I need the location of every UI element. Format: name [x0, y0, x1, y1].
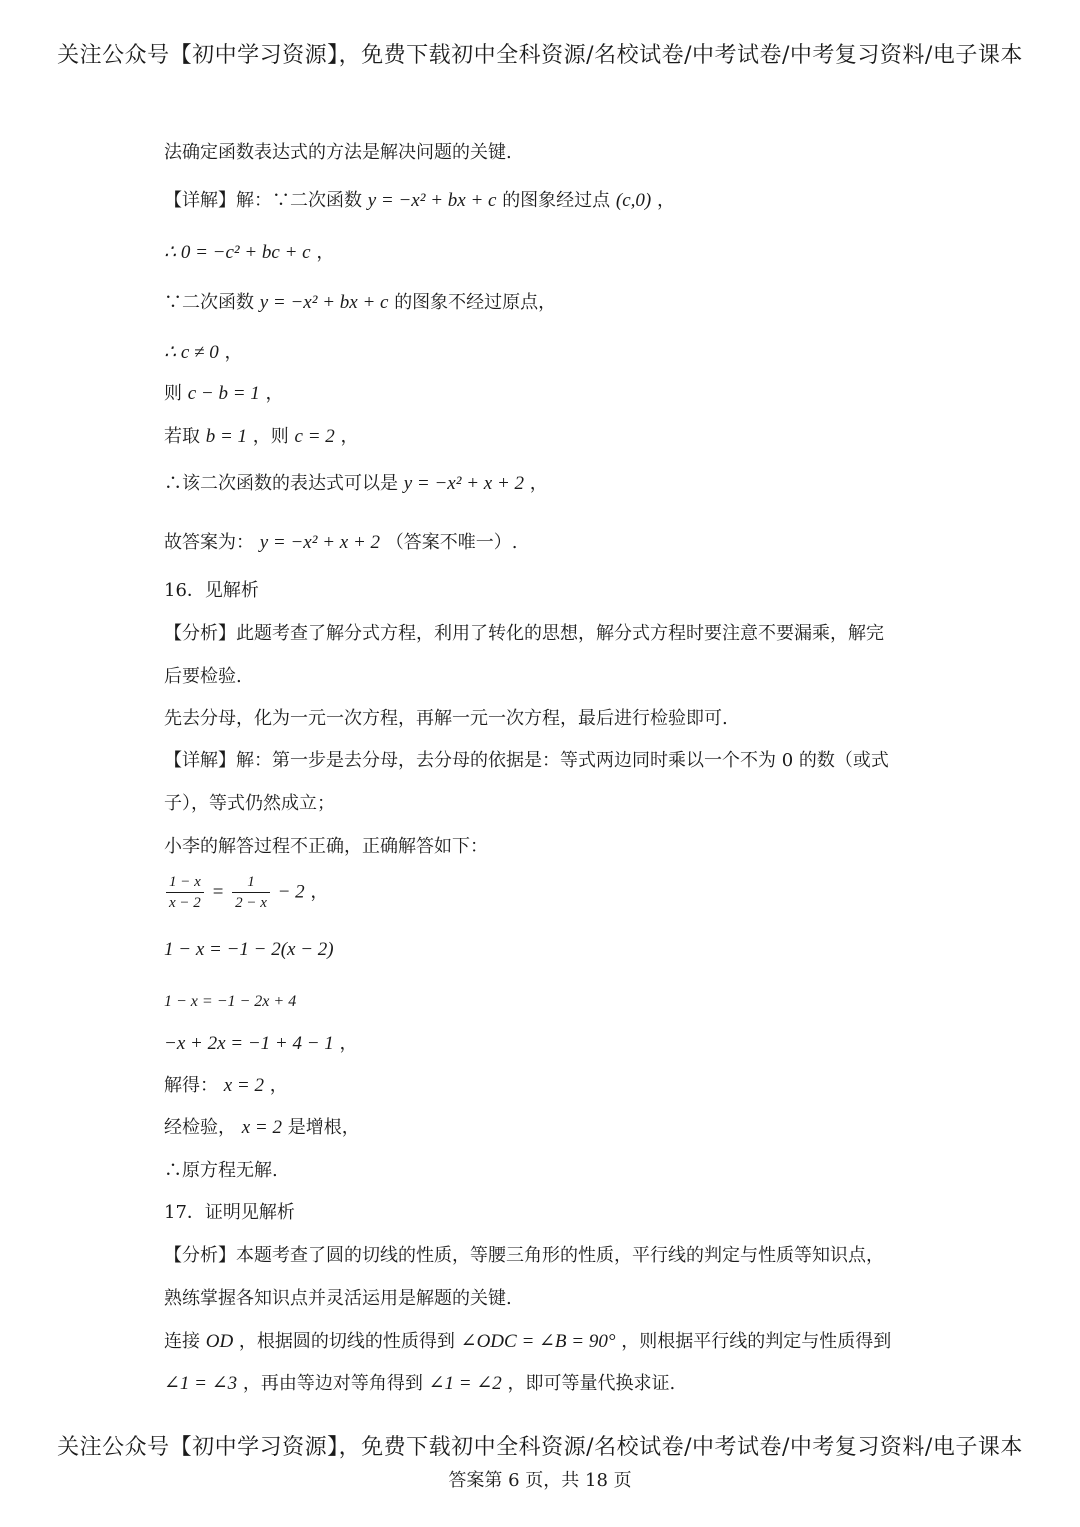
text-line: 子），等式仍然成立； [164, 793, 335, 814]
text-line: 【分析】本题考查了圆的切线的性质，等腰三角形的性质，平行线的判定与性质等知识点， [164, 1245, 884, 1266]
label: ， [310, 881, 329, 903]
text-line [164, 1115, 360, 1141]
fraction-equation [164, 872, 328, 913]
label: ， [657, 190, 675, 211]
formula: y = −x² + bx + c [367, 190, 497, 211]
formula: (c,0) [615, 190, 652, 211]
text-line [164, 1031, 358, 1057]
label: 解得： [164, 1075, 218, 1096]
label: ， [340, 426, 359, 447]
text-line: 小李的解答过程不正确，正确解答如下： [164, 836, 488, 857]
label: 故答案为： [164, 532, 254, 553]
label: ，则根据平行线的判定与性质得到 [621, 1331, 892, 1352]
label: ∵二次函数 [164, 292, 254, 313]
formula: y = −x² + x + 2 [259, 532, 381, 553]
formula: b = 1 [205, 426, 248, 447]
text-line [164, 340, 242, 366]
formula: y = −x² + x + 2 [403, 473, 525, 494]
text-line: 先去分母，化为一元一次方程，再解一元一次方程，最后进行检验即可. [164, 708, 728, 729]
fraction [232, 872, 270, 913]
label: ， [224, 342, 243, 363]
formula: x = 2 [223, 1075, 264, 1096]
label: 若取 [164, 426, 200, 447]
text-line [164, 381, 284, 407]
formula: x = 2 [241, 1117, 282, 1138]
text-line: 【详解】解：第一步是去分母，去分母的依据是：等式两边同时乘以一个不为 0 的数（或式 [164, 750, 889, 771]
label: （答案不唯一）. [385, 532, 518, 553]
text-line [164, 937, 334, 963]
label: ，则 [252, 426, 289, 447]
text-line: 【分析】此题考查了解分式方程，利用了转化的思想，解分式方程时要注意不要漏乘，解完 [164, 623, 884, 644]
formula: ∠1 = ∠3 [164, 1373, 238, 1394]
formula: c = 2 [294, 426, 335, 447]
formula: ∠ODC = ∠B = 90° [460, 1331, 616, 1352]
text-line [164, 424, 359, 450]
equals-sign: = [211, 881, 225, 903]
numerator: 1 − x [166, 872, 204, 893]
label: 经检验， [164, 1117, 236, 1138]
text-line [164, 188, 675, 214]
formula: ∴ 0 = −c² + bc + c [164, 242, 311, 263]
label: ，即可等量代换求证. [507, 1373, 676, 1394]
text-line [164, 1073, 288, 1099]
text-line: ∴原方程无解. [164, 1160, 278, 1181]
label: 的图象不经过原点， [394, 292, 557, 313]
label: 【详解】解：∵二次函数 [164, 190, 362, 211]
text-line [164, 290, 556, 316]
text-line: 后要检验. [164, 666, 242, 687]
page-number: 答案第 6 页，共 18 页 [448, 1470, 632, 1491]
label: ，再由等边对等角得到 [242, 1373, 423, 1394]
label: 连接 [164, 1331, 200, 1352]
formula: ∴ c ≠ 0 [164, 342, 219, 363]
fraction [166, 872, 204, 913]
text-line [164, 988, 296, 1015]
text-line [164, 240, 334, 266]
label: ， [339, 1033, 358, 1054]
label: ，根据圆的切线的性质得到 [238, 1331, 455, 1352]
formula: y = −x² + bx + c [259, 292, 389, 313]
footer-banner: 关注公众号【初中学习资源】，免费下载初中全科资源/名校试卷/中考试卷/中考复习资料/电子课本 [57, 1435, 1023, 1460]
label: 则 [164, 383, 182, 404]
text-line: 熟练掌握各知识点并灵活运用是解题的关键. [164, 1288, 512, 1309]
text-line [164, 530, 517, 556]
label: ， [269, 1075, 288, 1096]
denominator: x − 2 [169, 895, 201, 911]
label: 的图象经过点 [502, 190, 611, 211]
label: ∴该二次函数的表达式可以是 [164, 473, 398, 494]
text-line: 17．证明见解析 [164, 1202, 295, 1223]
label: 是增根， [287, 1117, 360, 1138]
text-line [164, 471, 548, 497]
label: ， [265, 383, 284, 404]
formula: 1 − x = −1 − 2(x − 2) [164, 939, 334, 960]
text-line [164, 1371, 675, 1397]
formula: −x + 2x = −1 + 4 − 1 [164, 1033, 334, 1054]
numerator: 1 [232, 872, 270, 893]
text-line: 16．见解析 [164, 580, 259, 601]
label: ， [529, 473, 548, 494]
text-line [164, 1329, 891, 1355]
formula: ∠1 = ∠2 [428, 1373, 502, 1394]
formula: c − b = 1 [187, 383, 260, 404]
text-line: 法确定函数表达式的方法是解决问题的关键. [164, 142, 512, 163]
label: ， [316, 242, 335, 263]
header-banner: 关注公众号【初中学习资源】，免费下载初中全科资源/名校试卷/中考试卷/中考复习资料/电子课本 [57, 43, 1023, 68]
denominator: 2 − x [235, 895, 267, 911]
formula: 1 − x = −1 − 2x + 4 [164, 993, 297, 1010]
formula: − 2 [277, 881, 305, 903]
formula: OD [205, 1331, 234, 1352]
